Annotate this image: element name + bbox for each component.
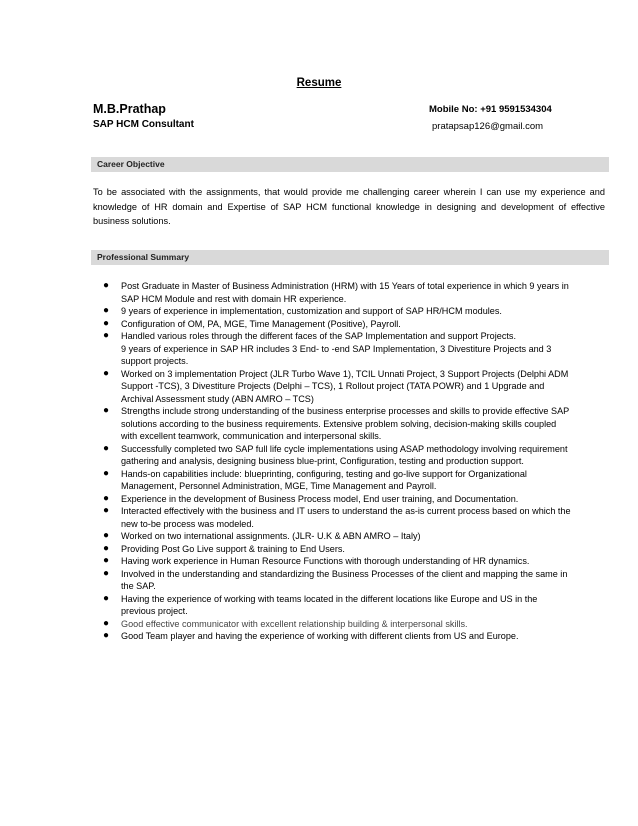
- bullet-icon: ●: [103, 492, 110, 504]
- list-item: ● Having the experience of working with teams located in the different locations like Europe and US in the previous project.: [103, 592, 538, 616]
- bullet-icon: ●: [103, 305, 110, 316]
- list-item: ● Having work experience in Human Resource Functions with thorough understanding of HR dynamics.: [103, 555, 530, 566]
- career-objective-heading: Career Objective: [97, 159, 165, 169]
- email-address: pratapsap126@gmail.com: [432, 121, 544, 132]
- list-item: ● Experience in the development of Business Process model, End user training, and Documentation.: [103, 492, 519, 504]
- bullet-icon: ●: [103, 530, 110, 541]
- document-title: Resume: [296, 77, 342, 89]
- list-item: ● Successfully completed two SAP full life cycle implementations using ASAP methodology involving requirement gathering and analysis, designing business blue-print, Configuration, testing and production support.: [103, 442, 568, 466]
- list-item: ● Involved in the understanding and standardizing the Business Processes of the client and mapping the same in the SAP.: [103, 567, 568, 591]
- list-item: ● Hands-on capabilities include: blueprinting, configuring, testing and go-live support for Organizational Management, Personnel Administration, MGE, Time Management and Payroll.: [103, 467, 527, 491]
- career-objective-header: [91, 157, 609, 172]
- candidate-name: M.B.Prathap: [93, 102, 166, 116]
- bullet-icon: ●: [103, 630, 110, 641]
- bullet-icon: ●: [103, 442, 110, 454]
- candidate-role: SAP HCM Consultant: [93, 119, 194, 130]
- list-item: ● 9 years of experience in implementation, customization and support of SAP HR/HCM modules.: [103, 305, 502, 316]
- mobile-number: Mobile No: +91 9591534304: [429, 104, 552, 115]
- list-item: ● Post Graduate in Master of Business Administration (HRM) with 15 Years of total experience in which 9 years in SAP HCM Module and rest with domain HR experience.: [103, 280, 569, 304]
- bullet-icon: ●: [103, 617, 110, 629]
- list-item: ● Good Team player and having the experience of working with different clients from US and Europe.: [103, 630, 519, 641]
- bullet-icon: ●: [103, 280, 110, 291]
- professional-summary-header: [91, 250, 609, 265]
- bullet-icon: ●: [103, 505, 110, 516]
- list-item: ● Providing Post Go Live support & training to End Users.: [103, 542, 345, 554]
- bullet-icon: ●: [103, 542, 110, 554]
- bullet-icon: ●: [103, 567, 110, 579]
- bullet-icon: ●: [103, 592, 110, 604]
- list-item: ● Handled various roles through the different faces of the SAP Implementation and support Projects. 9 years of experience in SAP HR includes 3 End- to -end SAP Implementation, 3 Divestiture Projects and 3 support projects.: [103, 330, 552, 366]
- bullet-icon: ●: [103, 555, 110, 566]
- list-item: ● Good effective communicator with excellent relationship building & interpersonal skills.: [103, 617, 468, 629]
- bullet-icon: ●: [103, 367, 110, 379]
- list-item: ● Configuration of OM, PA, MGE, Time Management (Positive), Payroll.: [103, 317, 401, 329]
- list-item: ● Strengths include strong understanding of the business enterprise processes and skills to provide effective SAP solutions according to the business requirements. Extensive problem solving, decision-making skills coupled with excellent teamwork, communication and interpersonal skills.: [103, 405, 570, 441]
- bullet-icon: ●: [103, 405, 110, 416]
- bullet-icon: ●: [103, 330, 110, 341]
- professional-summary-heading: Professional Summary: [97, 252, 190, 262]
- career-objective-text: To be associated with the assignments, that would provide me challenging career wherein I can use my experience and knowledge of HR domain and Expertise of SAP HCM functional knowledge in designing and development of effective business solutions.: [93, 187, 605, 226]
- list-item: ● Interacted effectively with the business and IT users to understand the as-is current process based on which the new to-be process was modeled.: [103, 505, 571, 529]
- list-item: ● Worked on two international assignments. (JLR- U.K & ABN AMRO – Italy): [103, 530, 421, 541]
- bullet-icon: ●: [103, 467, 110, 479]
- bullet-icon: ●: [103, 317, 110, 329]
- summary-list: [93, 280, 573, 643]
- list-item: ● Worked on 3 implementation Project (JLR Turbo Wave 1), TCIL Unnati Project, 3 Support Projects (Delphi ADM Support -TCS), 3 Divestiture Projects (Delphi – TCS), 1 Rollout project (TATA POWR) and 1 Upgrade and Archival Assessment study (ABN AMRO – TCS): [103, 367, 569, 404]
